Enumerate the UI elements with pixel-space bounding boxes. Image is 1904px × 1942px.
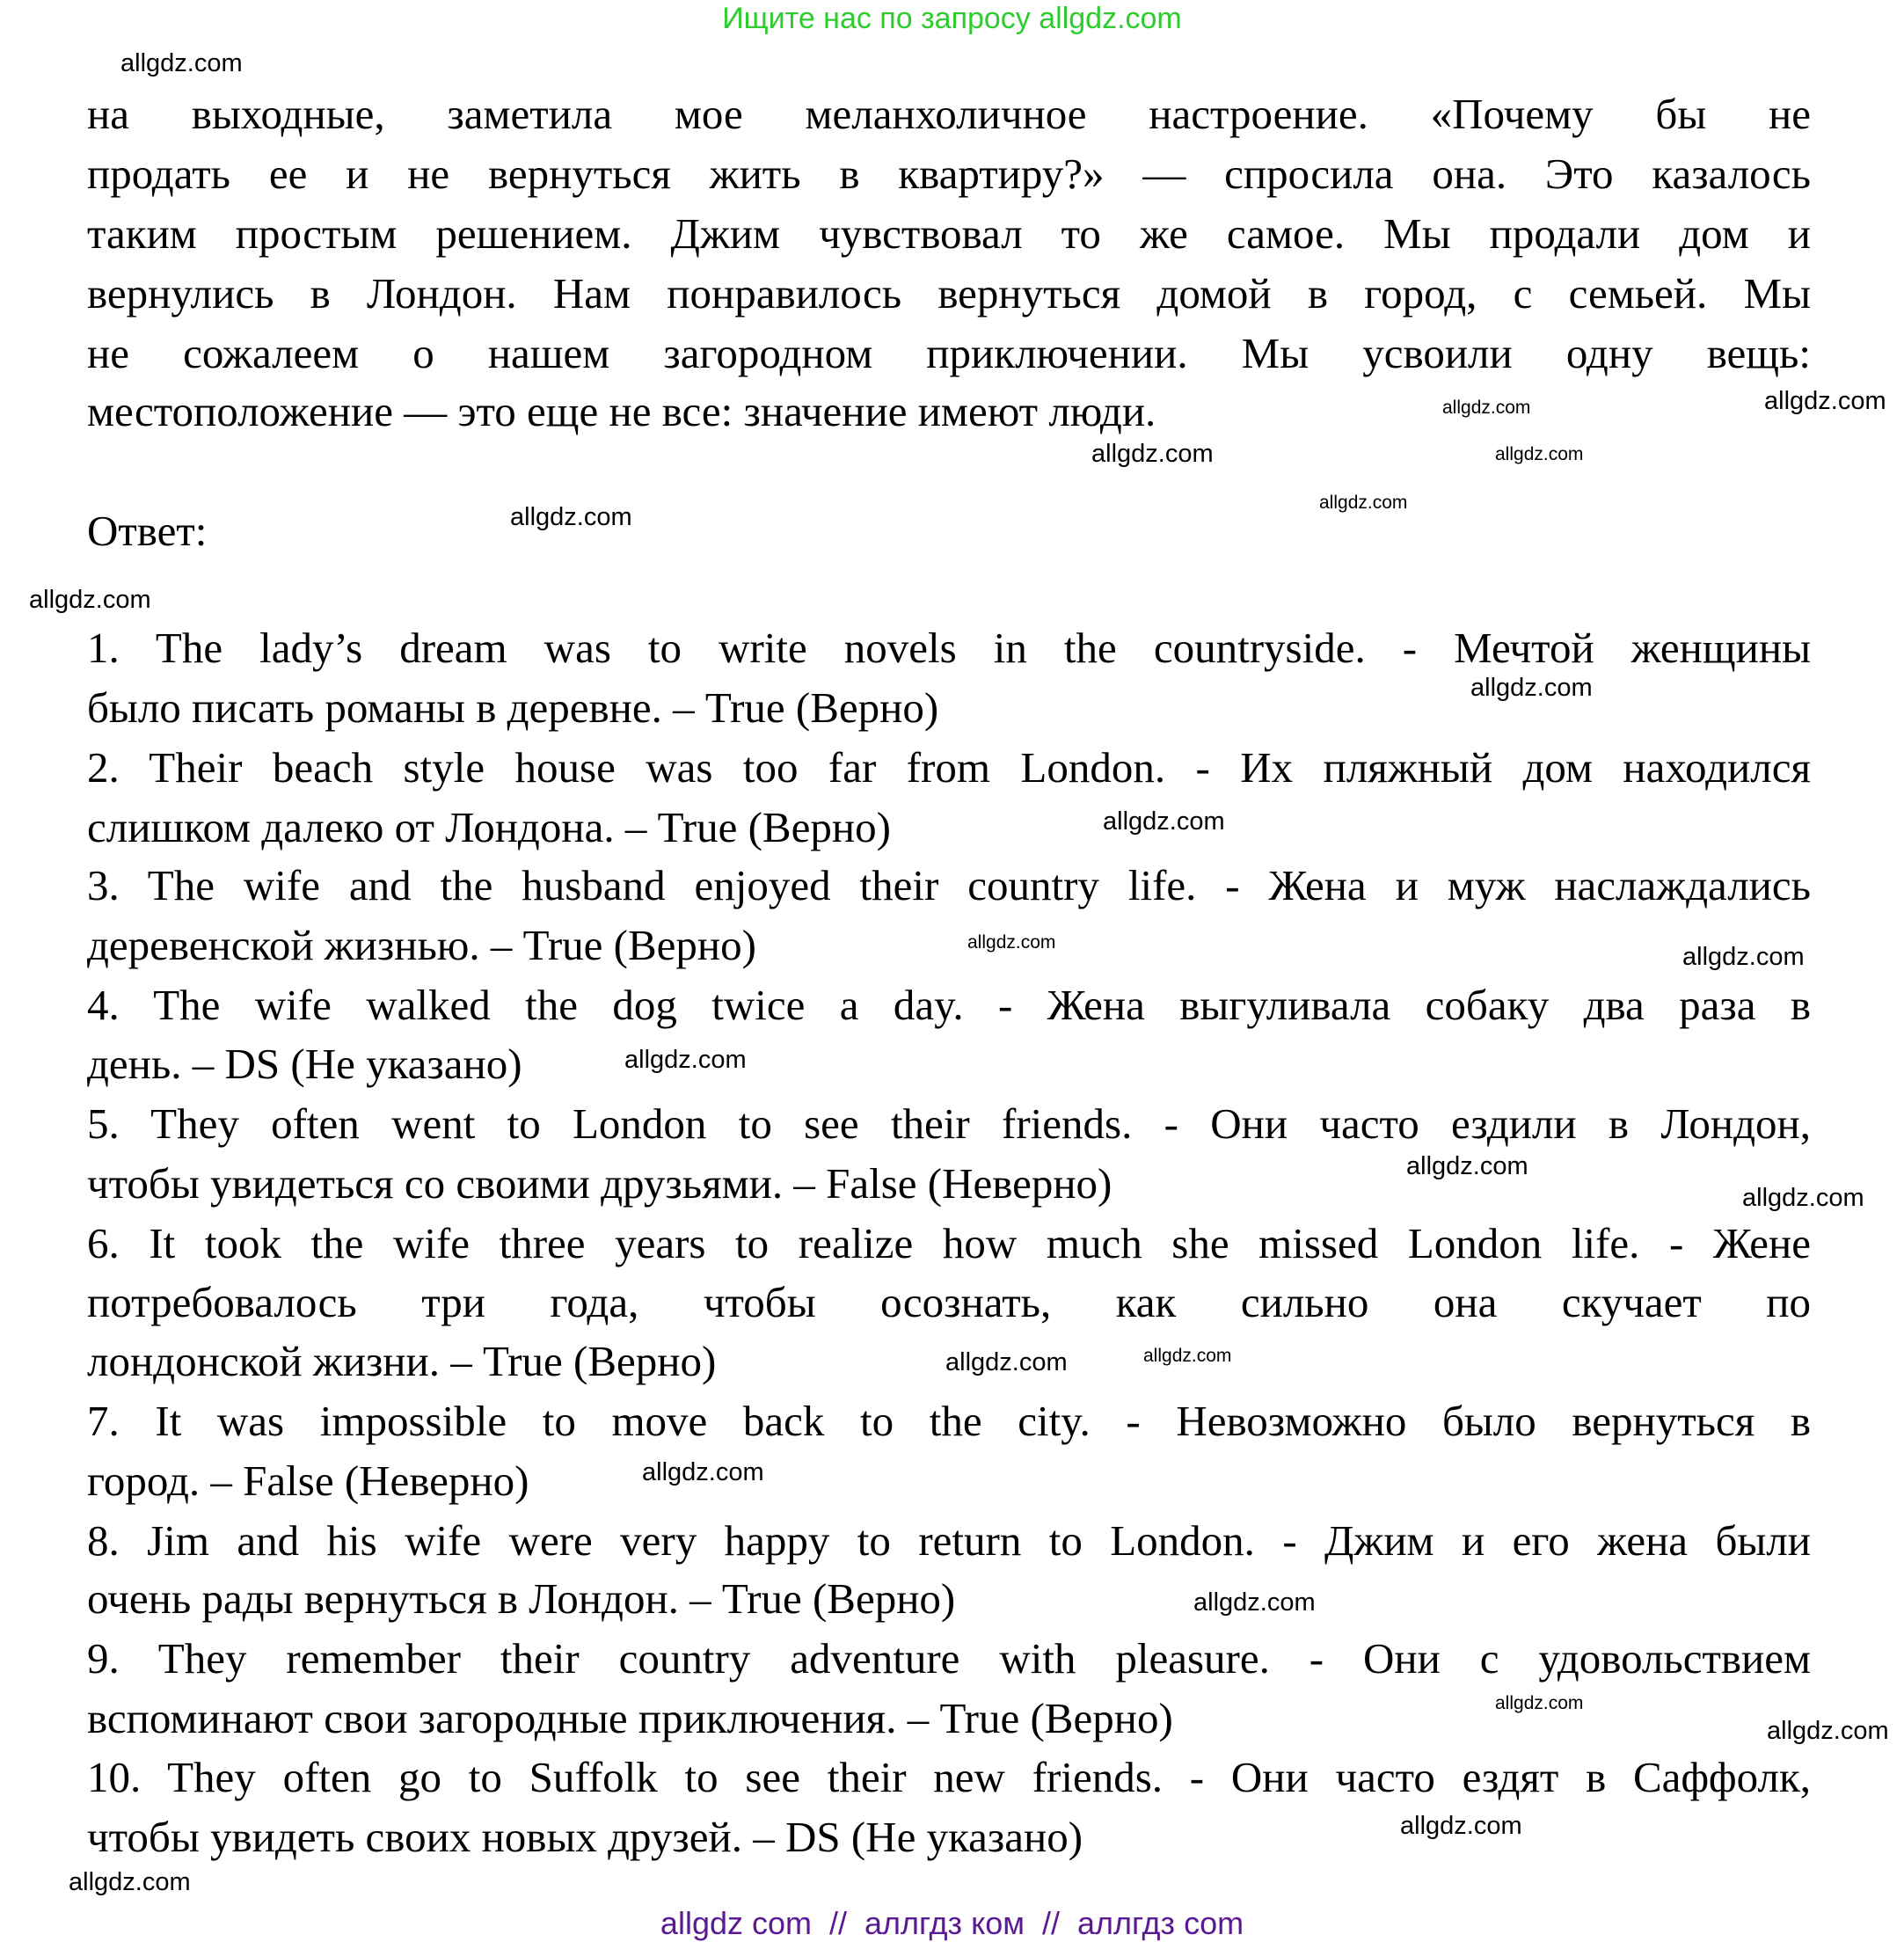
footer-banner: allgdz com // аллгдз ком // аллгдз com — [660, 1905, 1244, 1941]
answer-heading: Ответ: — [87, 507, 208, 555]
watermark: allgdz.com — [120, 49, 243, 77]
answer-line: 1. The lady’s dream was to write novels in the countryside. - Мечтой женщины — [87, 624, 1811, 672]
watermark: allgdz.com — [1103, 807, 1225, 836]
watermark: allgdz.com — [945, 1348, 1068, 1376]
answer-line: потребовалось три года, чтобы осознать, как сильно она скучает по — [87, 1278, 1811, 1326]
paragraph-line: местоположение — это еще не все: значение имеют люди. — [87, 387, 1156, 435]
answer-line: 3. The wife and the husband enjoyed their country life. - Жена и муж наслаждались — [87, 861, 1811, 909]
answer-line: 6. It took the wife three years to realize how much she missed London life. - Жене — [87, 1219, 1811, 1267]
watermark: allgdz.com — [967, 932, 1056, 953]
answer-line: 7. It was impossible to move back to the city. - Невозможно было вернуться в — [87, 1397, 1811, 1445]
watermark: allgdz.com — [1470, 674, 1593, 702]
watermark: allgdz.com — [642, 1458, 764, 1486]
answer-line: вспоминают свои загородные приключения. – True (Верно) — [87, 1694, 1173, 1742]
paragraph-line: продать ее и не вернуться жить в квартиру?» — спросила она. Это казалось — [87, 150, 1811, 198]
watermark: allgdz.com — [1143, 1346, 1232, 1366]
watermark: allgdz.com — [69, 1868, 191, 1896]
answer-line: чтобы увидеть своих новых друзей. – DS (Не указано) — [87, 1813, 1083, 1861]
watermark: allgdz.com — [1495, 444, 1584, 464]
answer-line: 9. They remember their country adventure with pleasure. - Они с удовольствием — [87, 1634, 1811, 1683]
watermark: allgdz.com — [1400, 1812, 1522, 1840]
header-banner: Ищите нас по запросу allgdz.com — [722, 2, 1182, 35]
watermark: allgdz.com — [1406, 1152, 1528, 1180]
answer-line: 4. The wife walked the dog twice a day. - Жена выгуливала собаку два раза в — [87, 981, 1811, 1029]
watermark: allgdz.com — [624, 1046, 747, 1074]
watermark: allgdz.com — [1495, 1693, 1584, 1713]
watermark: allgdz.com — [29, 586, 151, 614]
answer-line: чтобы увидеться со своими друзьями. – False (Неверно) — [87, 1159, 1112, 1208]
answer-line: 5. They often went to London to see their friends. - Они часто ездили в Лондон, — [87, 1099, 1811, 1148]
answer-line: слишком далеко от Лондона. – True (Верно) — [87, 803, 891, 851]
watermark: allgdz.com — [1442, 398, 1531, 418]
answer-line: было писать романы в деревне. – True (Верно) — [87, 683, 939, 732]
paragraph-line: на выходные, заметила мое меланхоличное настроение. «Почему бы не — [87, 90, 1811, 138]
watermark: allgdz.com — [1742, 1184, 1864, 1212]
answer-line: очень рады вернуться в Лондон. – True (Верно) — [87, 1574, 956, 1623]
answer-line: 10. They often go to Suffolk to see their new friends. - Они часто ездят в Саффолк, — [87, 1753, 1811, 1801]
watermark: allgdz.com — [1319, 493, 1408, 513]
answer-line: день. – DS (Не указано) — [87, 1040, 522, 1088]
watermark: allgdz.com — [1091, 440, 1214, 468]
paragraph-line: таким простым решением. Джим чувствовал то же самое. Мы продали дом и — [87, 209, 1811, 258]
answer-line: 8. Jim and his wife were very happy to return to London. - Джим и его жена были — [87, 1516, 1811, 1565]
answer-line: деревенской жизнью. – True (Верно) — [87, 921, 756, 969]
paragraph-line: не сожалеем о нашем загородном приключении. Мы усвоили одну вещь: — [87, 329, 1811, 377]
watermark: allgdz.com — [1193, 1588, 1316, 1617]
watermark: allgdz.com — [510, 503, 632, 531]
answer-line: город. – False (Неверно) — [87, 1456, 529, 1505]
answer-line: 2. Their beach style house was too far from London. - Их пляжный дом находился — [87, 743, 1811, 792]
watermark: allgdz.com — [1682, 943, 1805, 971]
watermark: allgdz.com — [1764, 387, 1886, 415]
answer-line: лондонской жизни. – True (Верно) — [87, 1337, 717, 1385]
paragraph-line: вернулись в Лондон. Нам понравилось вернуться домой в город, с семьей. Мы — [87, 269, 1811, 318]
watermark: allgdz.com — [1767, 1717, 1889, 1745]
